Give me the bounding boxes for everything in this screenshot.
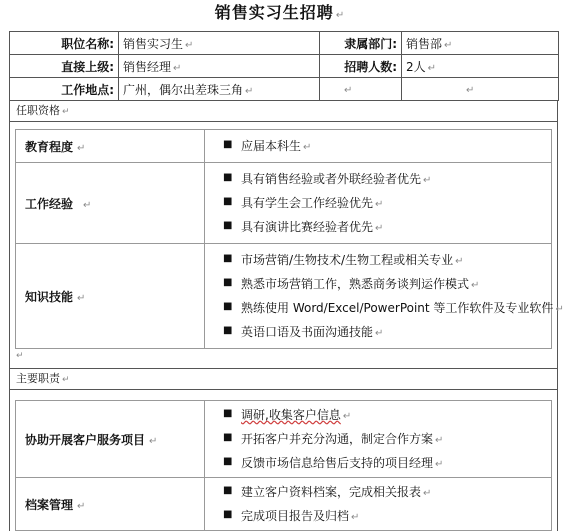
list-item-text: 调研,收集客户信息: [241, 408, 341, 422]
location-value: 广州，偶尔出差珠三角: [123, 82, 244, 97]
paragraph-mark: ↵: [149, 435, 158, 447]
document-title-text: 销售实习生招聘: [214, 3, 334, 22]
bullet-icon: ■: [223, 277, 233, 288]
paragraph-mark: ↵: [435, 435, 444, 446]
paragraph-mark: ↵: [62, 107, 70, 117]
cell-mark: ↵: [444, 39, 453, 51]
location-label-cell: [10, 78, 119, 101]
paragraph-mark: ↵: [303, 142, 312, 153]
supervisor-label: 直接上级:: [61, 59, 114, 74]
position-label-cell: [10, 32, 119, 55]
department-label: 隶属部门:: [344, 36, 397, 51]
info-row-location: [10, 78, 559, 101]
list-item: [223, 504, 551, 528]
bullet-icon: ■: [223, 456, 233, 467]
paragraph-mark: ↵: [77, 142, 86, 154]
duty-label: 档案管理: [25, 497, 74, 512]
list-item: [223, 451, 551, 475]
list-item-text: 具有演讲比赛经验者优先: [241, 220, 374, 234]
headcount-label-cell: [320, 55, 402, 78]
requirement-label-cell: [16, 244, 205, 349]
paragraph-mark: ↵: [77, 292, 86, 304]
paragraph-mark: ↵: [375, 199, 384, 210]
requirements-table: [15, 129, 564, 349]
location-value-cell[interactable]: [119, 78, 320, 101]
cell-mark: ↵: [427, 62, 437, 74]
requirement-row-skills: [16, 244, 552, 349]
bullet-icon: ■: [223, 172, 233, 183]
list-item: [223, 427, 551, 451]
bullet-icon: ■: [223, 432, 233, 443]
duties-section-header: [9, 369, 558, 390]
requirement-row-experience: [16, 163, 552, 244]
cell-mark: ↵: [245, 85, 254, 97]
bullet-icon: ■: [223, 253, 233, 264]
paragraph-mark: ↵: [351, 512, 360, 523]
cell-mark: ↵: [344, 85, 353, 96]
paragraph-mark: ↵: [342, 411, 352, 422]
list-item: [223, 320, 551, 344]
cell-mark: ↵: [466, 85, 475, 96]
paragraph-mark: ↵: [375, 223, 384, 234]
list-item-text: 反馈市场信息给售后支持的项目经理: [241, 456, 434, 470]
paragraph-mark: ↵: [83, 199, 92, 211]
bullet-icon: ■: [223, 139, 233, 150]
paragraph-mark: ↵: [471, 280, 480, 291]
list-item-text: 开拓客户并充分沟通，制定合作方案: [241, 432, 434, 446]
bullet-icon: ■: [223, 220, 233, 231]
list-item-text: 具有学生会工作经验优先: [241, 196, 374, 210]
requirement-label-cell: [16, 163, 205, 244]
list-item-text: 熟悉市场营销工作，熟悉商务谈判运作模式: [241, 277, 470, 291]
bullet-icon: ■: [223, 485, 233, 496]
duty-label-cell: [16, 478, 205, 531]
list-item-text: 英语口语及书面沟通技能: [241, 325, 374, 339]
headcount-value-cell[interactable]: [402, 55, 559, 78]
list-item: [223, 215, 551, 239]
requirements-section-title: 任职资格: [16, 104, 60, 117]
requirement-row-education: [16, 130, 552, 163]
info-row-position: [10, 32, 559, 55]
duties-section-title: 主要职责: [16, 372, 60, 385]
paragraph-mark: ↵: [16, 351, 24, 361]
requirement-content-cell[interactable]: [205, 244, 564, 349]
duty-label: 协助开展客户服务项目: [25, 432, 146, 447]
list-item: [223, 248, 551, 272]
basic-info-table: [9, 31, 559, 101]
info-row-supervisor: [10, 55, 559, 78]
list-item-text: 完成项目报告及归档: [241, 509, 350, 523]
paragraph-mark: ↵: [423, 488, 432, 499]
bullet-icon: ■: [223, 509, 233, 520]
supervisor-label-cell: [10, 55, 119, 78]
position-value-cell[interactable]: [119, 32, 320, 55]
headcount-label: 招聘人数:: [344, 59, 397, 74]
bullet-icon: ■: [223, 325, 233, 336]
duty-label-cell: [16, 401, 205, 478]
cell-mark: ↵: [185, 39, 194, 51]
requirement-label: 知识技能: [25, 289, 74, 304]
form-frame: [9, 31, 564, 523]
list-item-text: 市场营销/生物技术/生物工程或相关专业: [241, 253, 454, 267]
list-item: [223, 272, 551, 296]
duty-row-client-service: [16, 401, 552, 478]
requirement-label: 教育程度: [25, 139, 74, 154]
paragraph-mark: ↵: [77, 500, 86, 512]
requirement-label-cell: [16, 130, 205, 163]
paragraph-mark: ↵: [62, 375, 70, 385]
department-value-cell[interactable]: [402, 32, 559, 55]
department-value: 销售部: [406, 36, 443, 51]
list-item: [223, 134, 551, 158]
bullet-icon: ■: [223, 196, 233, 207]
duty-content-cell[interactable]: [205, 401, 552, 478]
list-item-text: 应届本科生: [241, 139, 302, 153]
requirements-section-header: [9, 101, 558, 122]
requirement-content-cell[interactable]: [205, 163, 552, 244]
requirements-block: [9, 122, 564, 349]
list-item-text: 建立客户资料档案，完成相关报表: [241, 485, 422, 499]
department-label-cell: [320, 32, 402, 55]
supervisor-value: 销售经理: [123, 59, 172, 74]
list-item: [223, 167, 551, 191]
empty-cell-b[interactable]: [402, 78, 559, 101]
empty-paragraph: [9, 349, 558, 369]
bullet-icon: ■: [223, 408, 233, 419]
location-label: 工作地点:: [61, 82, 114, 97]
list-item: [223, 480, 551, 504]
position-label: 职位名称:: [61, 36, 114, 51]
duty-content-cell[interactable]: [205, 478, 552, 531]
position-value: 销售实习生: [123, 36, 184, 51]
paragraph-mark: ↵: [555, 304, 564, 315]
cell-mark: ↵: [173, 62, 182, 74]
duties-table: [15, 400, 552, 531]
paragraph-mark: ↵: [435, 459, 444, 470]
list-item: [223, 191, 551, 215]
requirement-content-cell[interactable]: [205, 130, 552, 163]
paragraph-mark: ↵: [335, 10, 346, 21]
duty-row-archive: [16, 478, 552, 531]
list-item-text: 熟练使用 Word/Excel/PowerPoint 等工作软件及专业软件: [241, 301, 554, 315]
paragraph-mark: ↵: [375, 328, 384, 339]
list-item-text: 具有销售经验或者外联经验者优先: [241, 172, 422, 186]
document-title: [0, 1, 560, 25]
list-item: [223, 403, 551, 427]
duties-block: [9, 390, 558, 531]
empty-cell-a[interactable]: [320, 78, 402, 101]
supervisor-value-cell[interactable]: [119, 55, 320, 78]
paragraph-mark: ↵: [423, 175, 432, 186]
paragraph-mark: ↵: [455, 256, 464, 267]
requirement-label: 工作经验: [25, 196, 74, 211]
bullet-icon: ■: [223, 301, 233, 312]
list-item: [223, 296, 564, 320]
headcount-value: 2人: [406, 59, 426, 74]
